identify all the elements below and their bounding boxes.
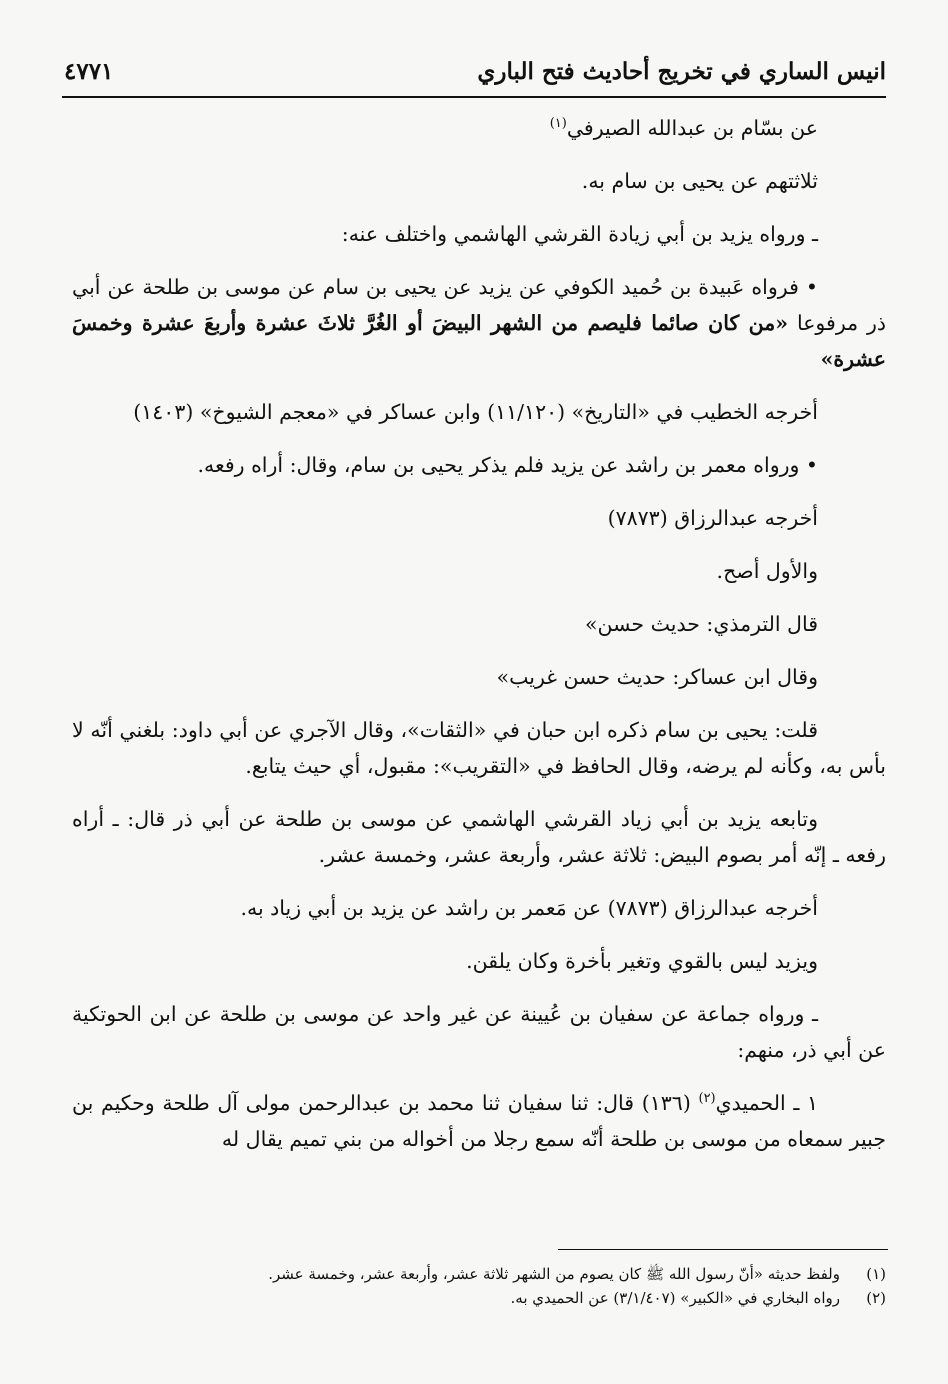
footnotes — [72, 1262, 886, 1310]
paragraph-text: ـ ورواه يزيد بن أبي زيادة القرشي الهاشمي واختلف عنه: — [341, 222, 818, 246]
paragraph-text: أخرجه عبدالرزاق (٧٨٧٣) عن مَعمر بن راشد عن يزيد بن أبي زياد به. — [240, 896, 818, 920]
footnote-text: رواه البخاري في «الكبير» (٣/١/٤٠٧) عن الحميدي به. — [510, 1289, 840, 1307]
paragraph-text-continued: (١٣٦) قال: ثنا سفيان ثنا محمد بن عبدالرحمن مولى آل طلحة وحكيم بن جبير سمعاه من موسى بن طلحة أنّه سمع رجلا من أخواله من بني تميم يقال له — [72, 1091, 886, 1151]
paragraph-text: ١ ـ الحميدي — [715, 1091, 819, 1115]
footnote-text: ولفظ حديثه «أنّ رسول الله ﷺ كان يصوم من الشهر ثلاثة عشر، وأربعة عشر، وخمسة عشر. — [268, 1265, 840, 1283]
paragraph-text: ـ ورواه جماعة عن سفيان بن عُيينة عن غير واحد عن موسى بن طلحة عن ابن الحوتكية عن أبي ذر، منهم: — [72, 1002, 886, 1062]
paragraph-text: أخرجه عبدالرزاق (٧٨٧٣) — [607, 506, 818, 530]
paragraph — [72, 163, 886, 199]
footnote-number: (١) — [866, 1265, 886, 1283]
paragraph — [72, 1085, 886, 1157]
paragraph — [72, 500, 886, 536]
paragraph — [72, 943, 886, 979]
page-number: ٤٧٧١ — [64, 58, 114, 85]
paragraph-text: ثلاثتهم عن يحيى بن سام به. — [581, 169, 818, 193]
running-header — [62, 56, 886, 98]
footnote-number: (٢) — [866, 1289, 886, 1307]
paragraph-text: قال الترمذي: حديث حسن» — [585, 612, 818, 636]
paragraph-text: قلت: يحيى بن سام ذكره ابن حبان في «الثقات»، وقال الآجري عن أبي داود: بلغني أنّه لا بأس به، وكأنه لم يرضه، وقال الحافظ في «التقريب»: مقبول، أي حيث يتابع. — [72, 718, 886, 778]
paragraph-text: وتابعه يزيد بن أبي زياد القرشي الهاشمي عن موسى بن طلحة عن أبي ذر قال: ـ أراه رفعه ـ إنّه أمر بصوم البيض: ثلاثة عشر، وأربعة عشر، وخمسة عشر. — [72, 807, 886, 867]
paragraph — [72, 553, 886, 589]
paragraph — [72, 216, 886, 252]
paragraph-text: ويزيد ليس بالقوي وتغير بأخرة وكان يلقن. — [466, 949, 818, 973]
footnote-marker[interactable]: (١) — [549, 116, 567, 132]
header-title: انيس الساري في تخريج أحاديث فتح الباري — [477, 58, 886, 85]
paragraph-text: • فرواه عَبيدة بن حُميد الكوفي عن يزيد عن يحيى بن سام عن موسى بن طلحة عن أبي ذر مرفوعا — [72, 275, 886, 335]
footnote — [72, 1286, 886, 1310]
paragraph-text: والأول أصح. — [716, 559, 818, 583]
paragraph — [72, 110, 886, 146]
footnote — [72, 1262, 886, 1286]
paragraph-text: عن بسّام بن عبدالله الصيرفي — [566, 116, 818, 140]
paragraph — [72, 890, 886, 926]
paragraph-text: أخرجه الخطيب في «التاريخ» (١١/١٢٠) وابن عساكر في «معجم الشيوخ» (١٤٠٣) — [133, 400, 818, 424]
footnote-divider — [558, 1249, 888, 1250]
paragraph — [72, 394, 886, 430]
paragraph — [72, 712, 886, 784]
paragraph-text: • ورواه معمر بن راشد عن يزيد فلم يذكر يحيى بن سام، وقال: أراه رفعه. — [197, 453, 818, 477]
paragraph — [72, 447, 886, 483]
footnote-marker[interactable]: (٢) — [698, 1091, 716, 1107]
main-text — [72, 110, 886, 1174]
paragraph — [72, 606, 886, 642]
paragraph — [72, 996, 886, 1068]
paragraph — [72, 659, 886, 695]
hadith-quote: «من كان صائما فليصم من الشهر البيضَ أو الغُرَّ ثلاثَ عشرة وأربعَ عشرة وخمسَ عشرة» — [72, 311, 886, 371]
paragraph-text: وقال ابن عساكر: حديث حسن غريب» — [496, 665, 818, 689]
paragraph — [72, 801, 886, 873]
paragraph — [72, 269, 886, 377]
